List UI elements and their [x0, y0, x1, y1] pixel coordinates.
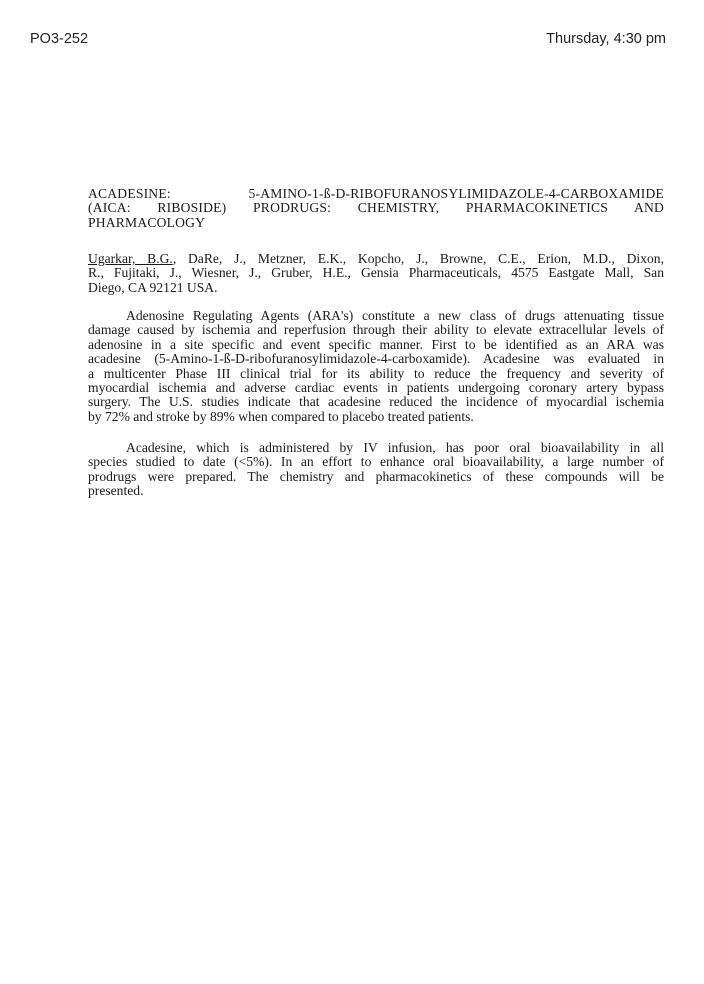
abstract-title	[88, 187, 664, 230]
paragraph-line: adenosine in a site specific and event specific manner. First to be identified as an ARA was	[88, 336, 664, 352]
title-line: ACADESINE: 5-AMINO-1-ß-D-RIBOFURANOSYLIMIDAZOLE-4-CARBOXAMIDE	[88, 186, 664, 201]
paragraph-line: damage caused by ischemia and reperfusion through their ability to elevate extracellular levels of	[88, 322, 664, 338]
paragraph-line: myocardial ischemia and adverse cardiac events in patients undergoing coronary artery bypass	[88, 379, 664, 395]
paragraph-2	[88, 441, 664, 499]
paragraph-line: a multicenter Phase III clinical trial for its ability to reduce the frequency and severity of	[88, 365, 664, 381]
paragraph-1	[88, 309, 664, 424]
author-line	[88, 252, 664, 266]
paragraph-line: acadesine (5-Amino-1-ß-D-ribofuranosylimidazole-4-carboxamide). Acadesine was evaluated in	[88, 351, 664, 367]
title-line: (AICA: RIBOSIDE) PRODRUGS: CHEMISTRY, PHARMACOKINETICS AND	[88, 200, 664, 216]
session-time: Thursday, 4:30 pm	[546, 31, 666, 47]
paragraph-line: by 72% and stroke by 89% when compared to placebo treated patients.	[88, 408, 474, 424]
paragraph-line: presented.	[88, 483, 144, 499]
poster-code: PO3-252	[30, 31, 89, 47]
author-line: Diego, CA 92121 USA.	[88, 279, 218, 295]
author-text: , DaRe, J., Metzner, E.K., Kopcho, J., Browne, C.E., Erion, M.D., Dixon,	[172, 251, 664, 266]
paragraph-line: Acadesine, which is administered by IV infusion, has poor oral bioavailability in all	[126, 440, 664, 455]
paragraph-line: prodrugs were prepared. The chemistry and pharmacokinetics of these compounds will be	[88, 468, 664, 484]
author-line: R., Fujitaki, J., Wiesner, J., Gruber, H.E., Gensia Pharmaceuticals, 4575 Eastgate Mall, San	[88, 265, 664, 281]
title-line: PHARMACOLOGY	[88, 214, 206, 230]
paragraph-line: species studied to date (<5%). In an effort to enhance oral bioavailability, a large number of	[88, 454, 664, 470]
presenting-author: Ugarkar, B.G.	[88, 251, 173, 266]
paragraph-line: Adenosine Regulating Agents (ARA's) constitute a new class of drugs attenuating tissue	[126, 308, 664, 323]
paragraph-line: surgery. The U.S. studies indicate that acadesine reduced the incidence of myocardial ischemia	[88, 394, 664, 410]
author-list	[88, 252, 664, 295]
